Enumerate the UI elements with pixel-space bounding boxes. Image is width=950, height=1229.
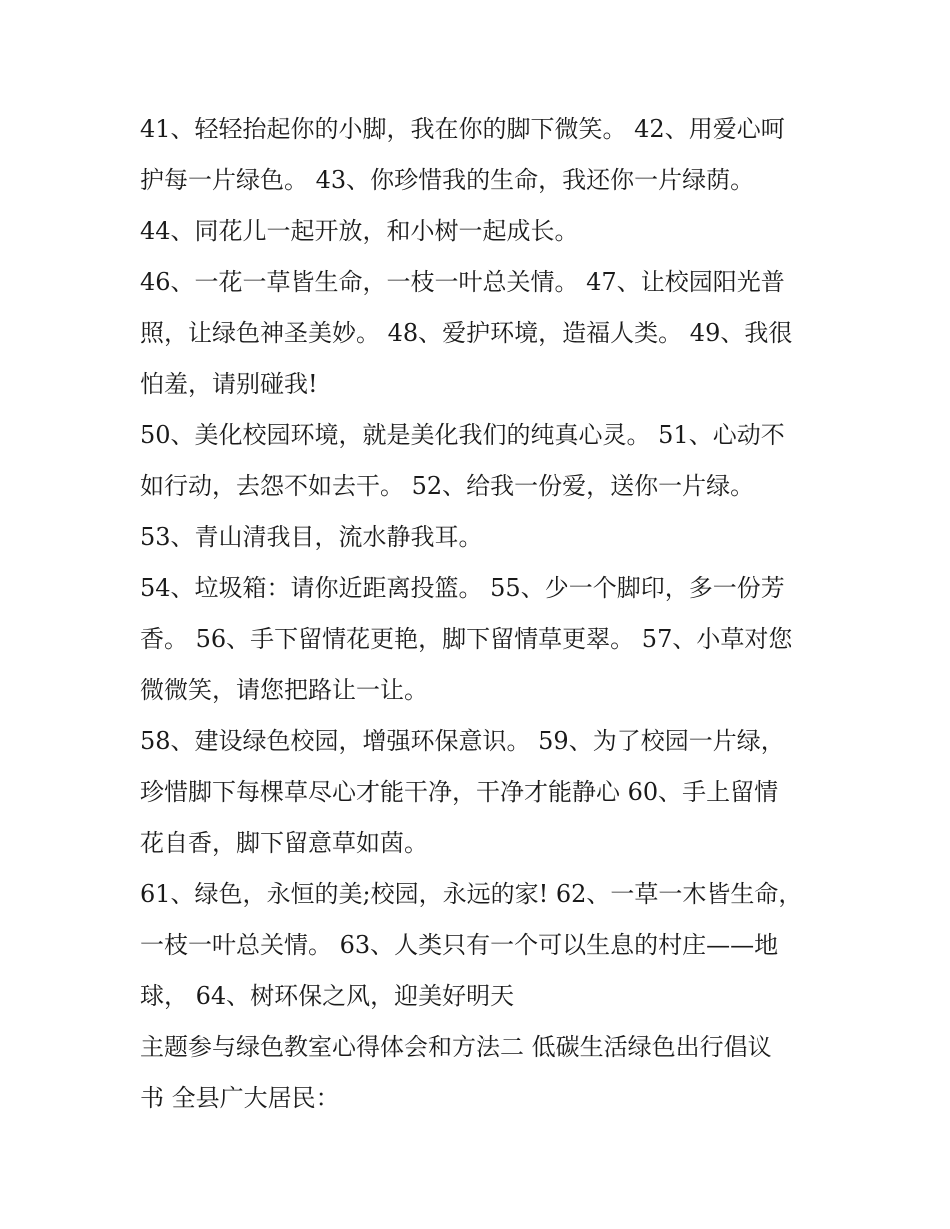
text-line: 54、垃圾箱：请你近距离投篮。 55、少一个脚印，多一份芳 [140,574,785,602]
text-line: 44、同花儿一起开放，和小树一起成长。 [140,217,579,245]
text-line: 香。 56、手下留情花更艳，脚下留情草更翠。 57、小草对您 [140,625,793,653]
paragraph-slogans-41-43 [140,104,820,206]
paragraph-slogans-54-57 [140,563,820,716]
paragraph-slogans-61-64 [140,869,820,1022]
text-line: 53、青山清我目，流水静我耳。 [140,523,483,551]
paragraph-slogans-50-52 [140,410,820,512]
text-line: 一枝一叶总关情。 63、人类只有一个可以生息的村庄——地 [140,931,779,959]
document-body [140,104,820,1124]
text-line: 61、绿色，永恒的美;校园，永远的家! 62、一草一木皆生命， [140,880,803,908]
paragraph-proposal-heading [140,1022,820,1124]
text-line: 50、美化校园环境，就是美化我们的纯真心灵。 51、心动不 [140,421,785,449]
text-line: 如行动，去怨不如去干。 52、给我一份爱，送你一片绿。 [140,472,755,500]
paragraph-slogans-58-60 [140,716,820,869]
paragraph-slogan-53 [140,512,820,563]
text-line: 书 全县广大居民： [140,1084,340,1112]
text-line: 46、一花一草皆生命，一枝一叶总关情。 47、让校园阳光普 [140,268,785,296]
paragraph-slogans-46-49 [140,257,820,410]
text-line: 主题参与绿色教室心得体会和方法二 低碳生活绿色出行倡议 [140,1033,772,1061]
text-line: 珍惜脚下每棵草尽心才能干净，干净才能静心 60、手上留情 [140,778,779,806]
text-line: 微微笑，请您把路让一让。 [140,676,428,704]
paragraph-slogan-44 [140,206,820,257]
text-line: 球， 64、树环保之风，迎美好明天 [140,982,515,1010]
text-line: 41、轻轻抬起你的小脚，我在你的脚下微笑。 42、用爱心呵 [140,115,785,143]
text-line: 照，让绿色神圣美妙。 48、爱护环境，造福人类。 49、我很 [140,319,793,347]
text-line: 怕羞，请别碰我! [140,370,318,398]
text-line: 花自香，脚下留意草如茵。 [140,829,428,857]
text-line: 护每一片绿色。 43、你珍惜我的生命，我还你一片绿荫。 [140,166,755,194]
text-line: 58、建设绿色校园，增强环保意识。 59、为了校园一片绿， [140,727,785,755]
